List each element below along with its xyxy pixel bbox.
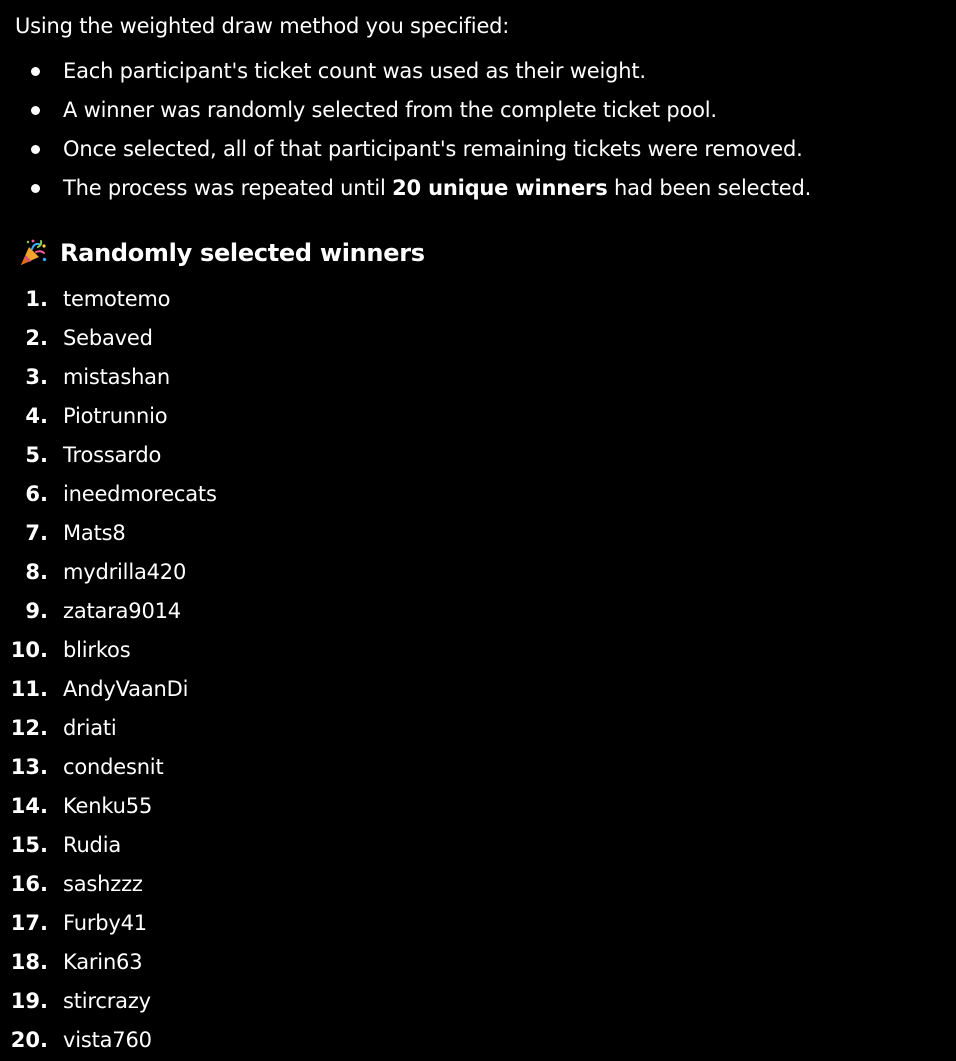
winner-number: 5. bbox=[25, 443, 48, 467]
winner-number: 7. bbox=[25, 521, 48, 545]
winner-name: condesnit bbox=[63, 755, 164, 779]
bullet-dot bbox=[31, 184, 40, 193]
winner-name: mydrilla420 bbox=[63, 560, 187, 584]
winner-name: Karin63 bbox=[63, 950, 143, 974]
winner-number: 9. bbox=[25, 599, 48, 623]
winner-name: ineedmorecats bbox=[63, 482, 217, 506]
winner-name: Rudia bbox=[63, 833, 121, 857]
intro-text: Using the weighted draw method you specified: bbox=[15, 14, 510, 38]
winner-number: 16. bbox=[10, 872, 48, 896]
winner-name: Sebaved bbox=[63, 326, 153, 350]
bullet-text: Each participant's ticket count was used as their weight. bbox=[63, 59, 646, 83]
winner-name: mistashan bbox=[63, 365, 170, 389]
winner-name: Kenku55 bbox=[63, 794, 153, 818]
winner-name: Furby41 bbox=[63, 911, 147, 935]
winner-number: 8. bbox=[25, 560, 48, 584]
winner-number: 2. bbox=[25, 326, 48, 350]
winner-number: 3. bbox=[25, 365, 48, 389]
winner-name: zatara9014 bbox=[63, 599, 181, 623]
winner-number: 1. bbox=[25, 287, 48, 311]
winner-number: 18. bbox=[10, 950, 48, 974]
bullet-text-end: had been selected. bbox=[607, 176, 812, 200]
bullet-item bbox=[0, 169, 811, 208]
winners-title: Randomly selected winners bbox=[60, 239, 425, 267]
bullet-text-start: The process was repeated until bbox=[63, 176, 393, 200]
winner-name: temotemo bbox=[63, 287, 171, 311]
winner-name: Piotrunnio bbox=[63, 404, 168, 428]
bullet-dot bbox=[31, 145, 40, 154]
bullet-dot bbox=[31, 67, 40, 76]
winner-name: Mats8 bbox=[63, 521, 126, 545]
winner-number: 19. bbox=[10, 989, 48, 1013]
bullet-text-bold: 20 unique winners bbox=[392, 176, 608, 200]
bullet-item bbox=[0, 52, 811, 91]
winner-name: driati bbox=[63, 716, 117, 740]
bullet-text: A winner was randomly selected from the complete ticket pool. bbox=[63, 98, 717, 122]
winner-name: vista760 bbox=[63, 1028, 152, 1052]
winner-number: 17. bbox=[10, 911, 48, 935]
bullet-dot bbox=[31, 106, 40, 115]
winner-number: 4. bbox=[25, 404, 48, 428]
winner-number: 14. bbox=[10, 794, 48, 818]
winner-number: 12. bbox=[10, 716, 48, 740]
bullet-item bbox=[0, 91, 811, 130]
winner-number: 6. bbox=[25, 482, 48, 506]
bullet-item bbox=[0, 130, 811, 169]
winner-number: 10. bbox=[10, 638, 48, 662]
bullet-text: Once selected, all of that participant's remaining tickets were removed. bbox=[63, 137, 803, 161]
winner-name: stircrazy bbox=[63, 989, 151, 1013]
method-bullet-list bbox=[0, 52, 811, 208]
winner-number: 15. bbox=[10, 833, 48, 857]
winner-name: blirkos bbox=[63, 638, 131, 662]
winner-number: 20. bbox=[10, 1028, 48, 1052]
winner-number: 11. bbox=[10, 677, 48, 701]
winner-number: 13. bbox=[10, 755, 48, 779]
winner-name: sashzzz bbox=[63, 872, 143, 896]
winner-name: AndyVaanDi bbox=[63, 677, 189, 701]
winner-name: Trossardo bbox=[63, 443, 162, 467]
party-popper-icon bbox=[18, 238, 48, 268]
winners-heading bbox=[18, 234, 425, 272]
